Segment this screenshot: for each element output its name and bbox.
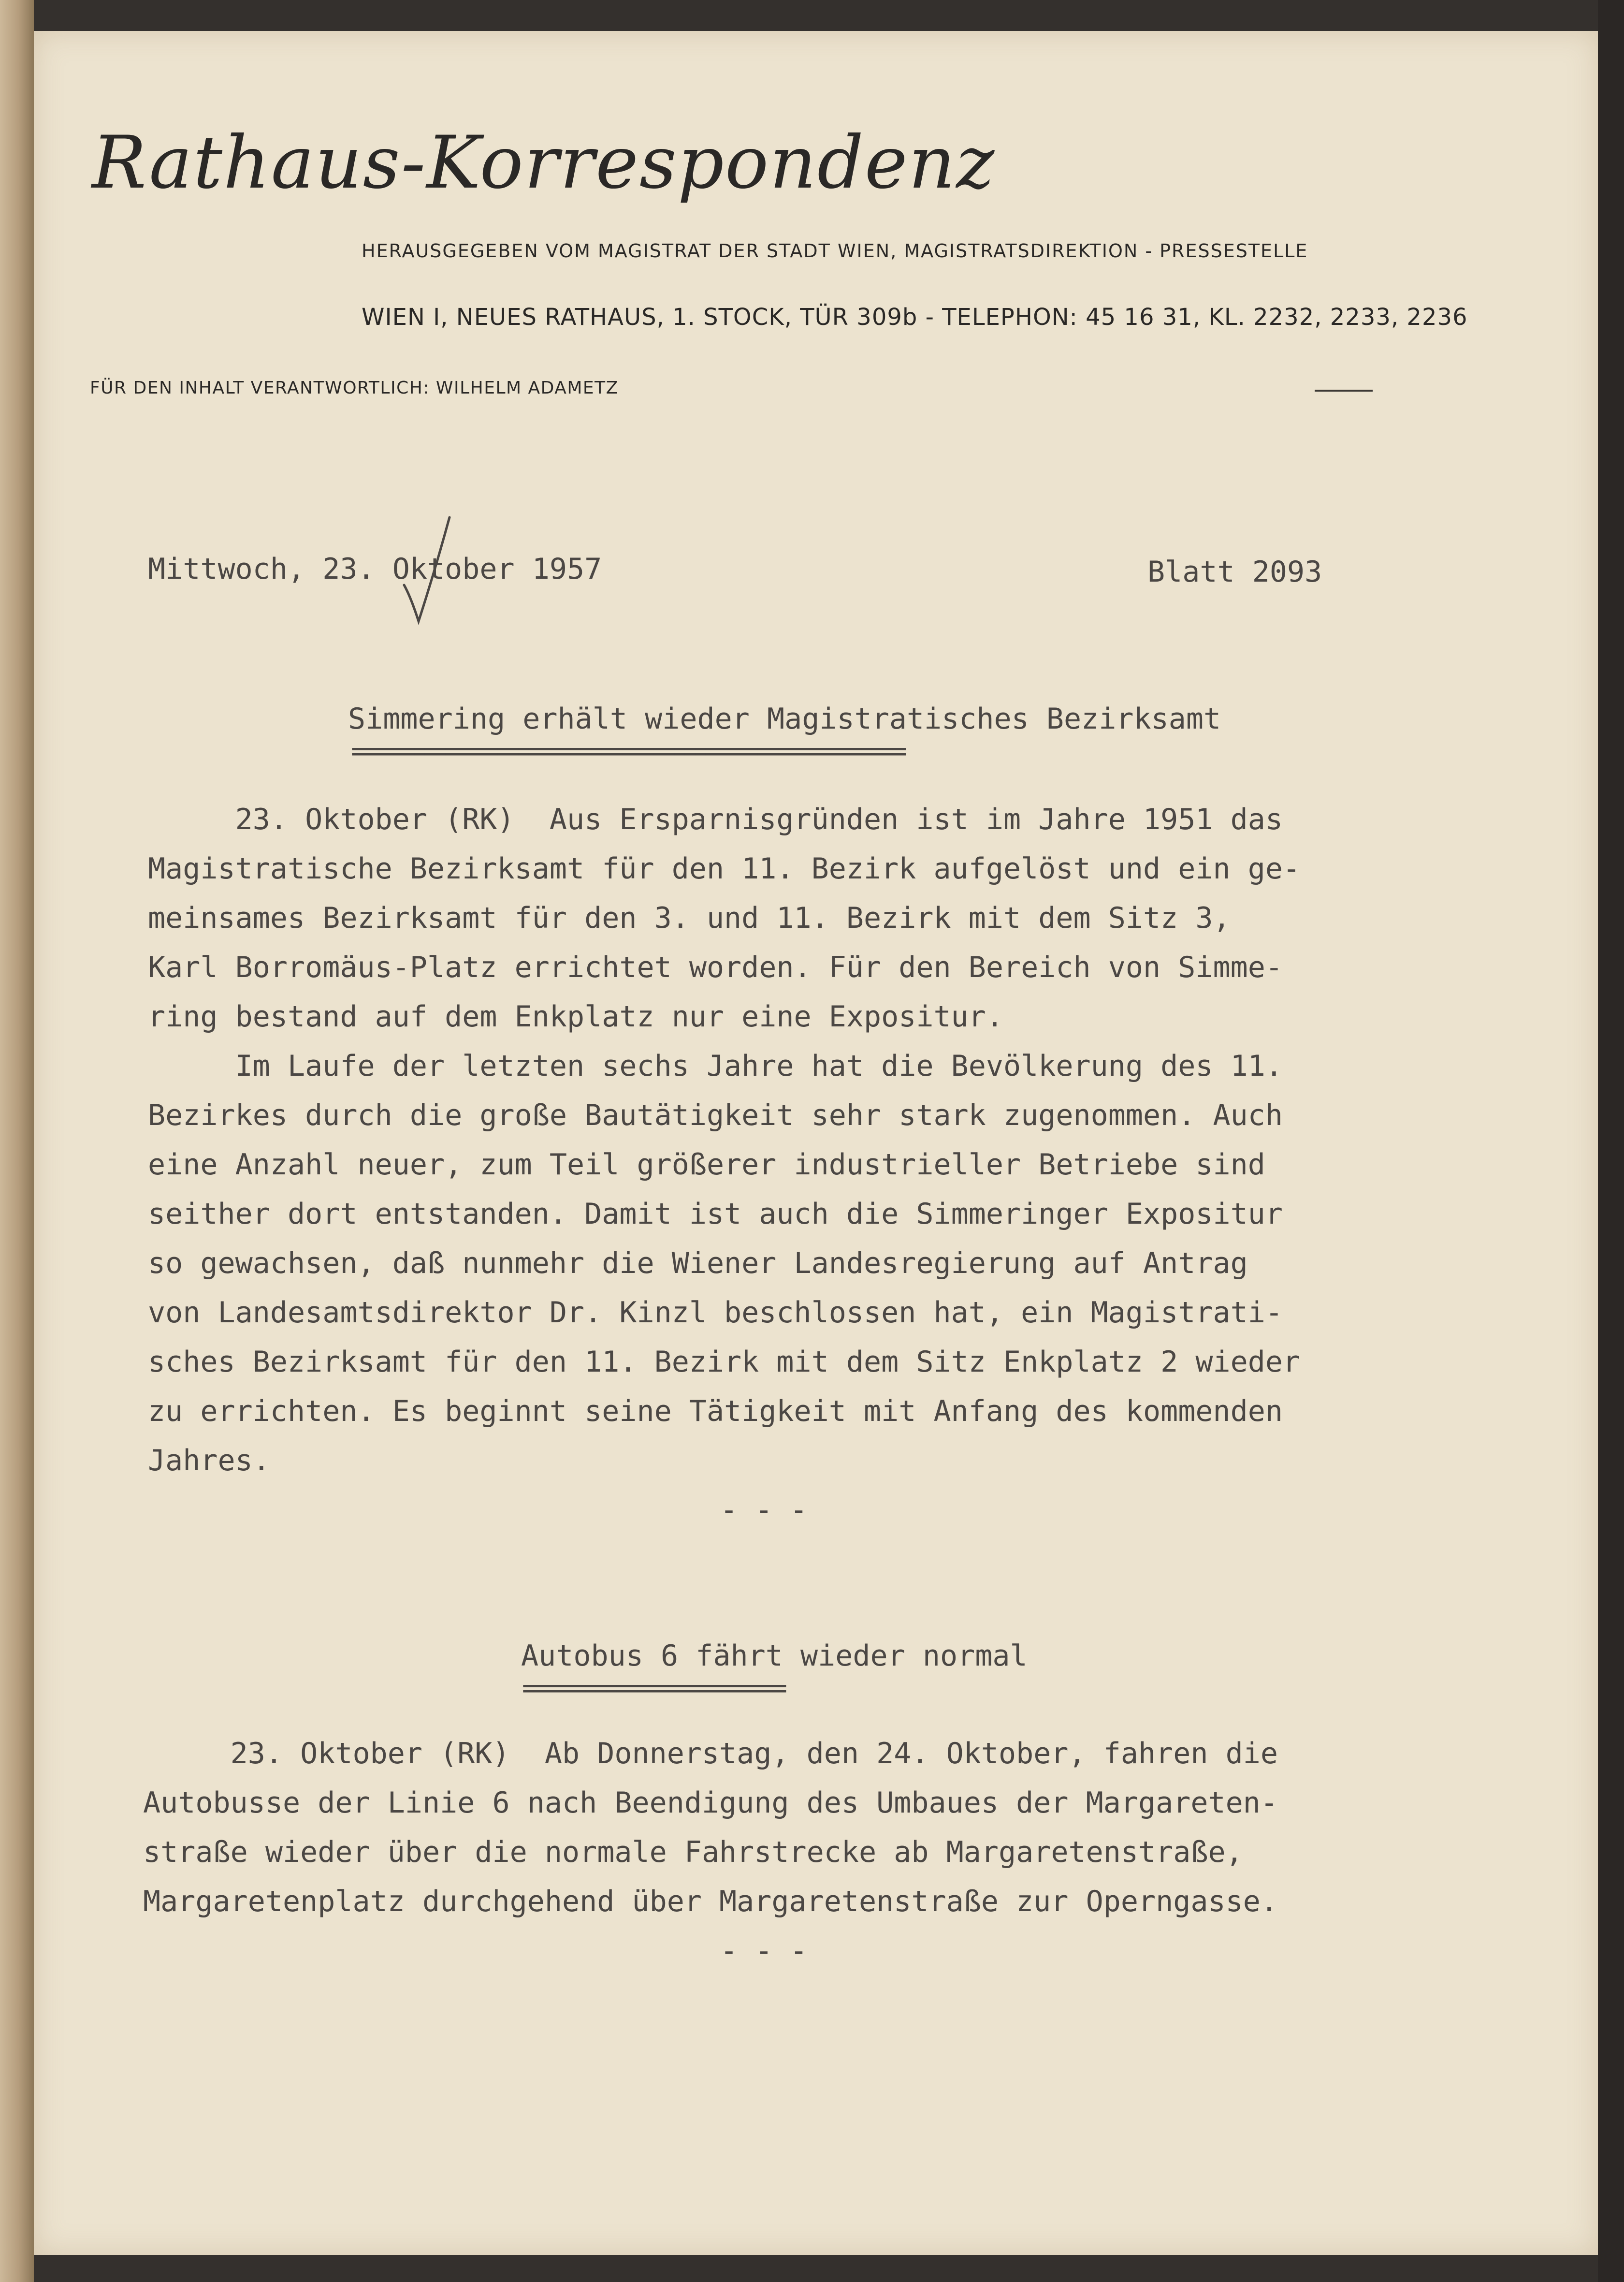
letterhead-responsible: FÜR DEN INHALT VERANTWORTLICH: WILHELM ADAMETZ [90,378,619,398]
article-2-headline: Autobus 6 fährt wieder normal [521,1639,1028,1673]
text-line: sches Bezirksamt für den 11. Bezirk mit dem Sitz Enkplatz 2 wieder [148,1345,1301,1379]
article-1-headline: Simmering erhält wieder Magistratisches Bezirksamt [348,702,1221,736]
letterhead-title: Rathaus-Korrespondenz [92,121,996,205]
binding-edge [0,0,34,2282]
text-line: Autobusse der Linie 6 nach Beendigung des Umbaues der Margareten- [143,1786,1278,1820]
article-2-separator: - - - [720,1934,808,1968]
letterhead-publisher: HERAUSGEGEBEN VOM MAGISTRAT DER STADT WIEN, MAGISTRATSDIREKTION - PRESSESTELLE [362,240,1308,262]
letterhead-dash [1315,390,1373,392]
text-line: Magistratische Bezirksamt für den 11. Bezirk aufgelöst und ein ge- [148,852,1301,886]
text-line: ring bestand auf dem Enkplatz nur eine Expositur. [148,1000,1004,1034]
text-line: Jahres. [148,1444,270,1477]
document-page [34,31,1598,2255]
text-line: Im Laufe der letzten sechs Jahre hat die Bevölkerung des 11. [148,1049,1283,1083]
article-1-separator: - - - [720,1493,808,1527]
article-2-headline-underline: ========================= [522,1673,782,1703]
dateline-sheet-number: Blatt 2093 [1147,555,1322,589]
text-line: meinsames Bezirksamt für den 3. und 11. Bezirk mit dem Sitz 3, [148,901,1231,935]
scan-border [1598,0,1624,2282]
text-line: so gewachsen, daß nunmehr die Wiener Landesregierung auf Antrag [148,1246,1248,1280]
text-line: 23. Oktober (RK) Aus Ersparnisgründen ist im Jahre 1951 das [148,803,1283,836]
checkmark-icon [401,512,454,629]
letterhead-address: WIEN I, NEUES RATHAUS, 1. STOCK, TÜR 309b - TELEPHON: 45 16 31, KL. 2232, 2233, 2236 [362,304,1468,331]
dateline-date: Mittwoch, 23. Oktober 1957 [148,552,602,586]
text-line: zu errichten. Es beginnt seine Tätigkeit mit Anfang des kommenden [148,1394,1283,1428]
text-line: 23. Oktober (RK) Ab Donnerstag, den 24. Oktober, fahren die [143,1737,1278,1770]
text-line: von Landesamtsdirektor Dr. Kinzl beschlossen hat, ein Magistrati- [148,1296,1283,1330]
text-line: straße wieder über die normale Fahrstrecke ab Margaretenstraße, [143,1835,1243,1869]
text-line: Margaretenplatz durchgehend über Margaretenstraße zur Operngasse. [143,1885,1278,1918]
text-line: Bezirkes durch die große Bautätigkeit sehr stark zugenommen. Auch [148,1098,1283,1132]
text-line: Karl Borromäus-Platz errichtet worden. Für den Bereich von Simme- [148,951,1283,984]
text-line: seither dort entstanden. Damit ist auch die Simmeringer Expositur [148,1197,1283,1231]
text-line: eine Anzahl neuer, zum Teil größerer industrieller Betriebe sind [148,1148,1265,1182]
article-1-headline-underline: ===================================================== [351,736,902,766]
